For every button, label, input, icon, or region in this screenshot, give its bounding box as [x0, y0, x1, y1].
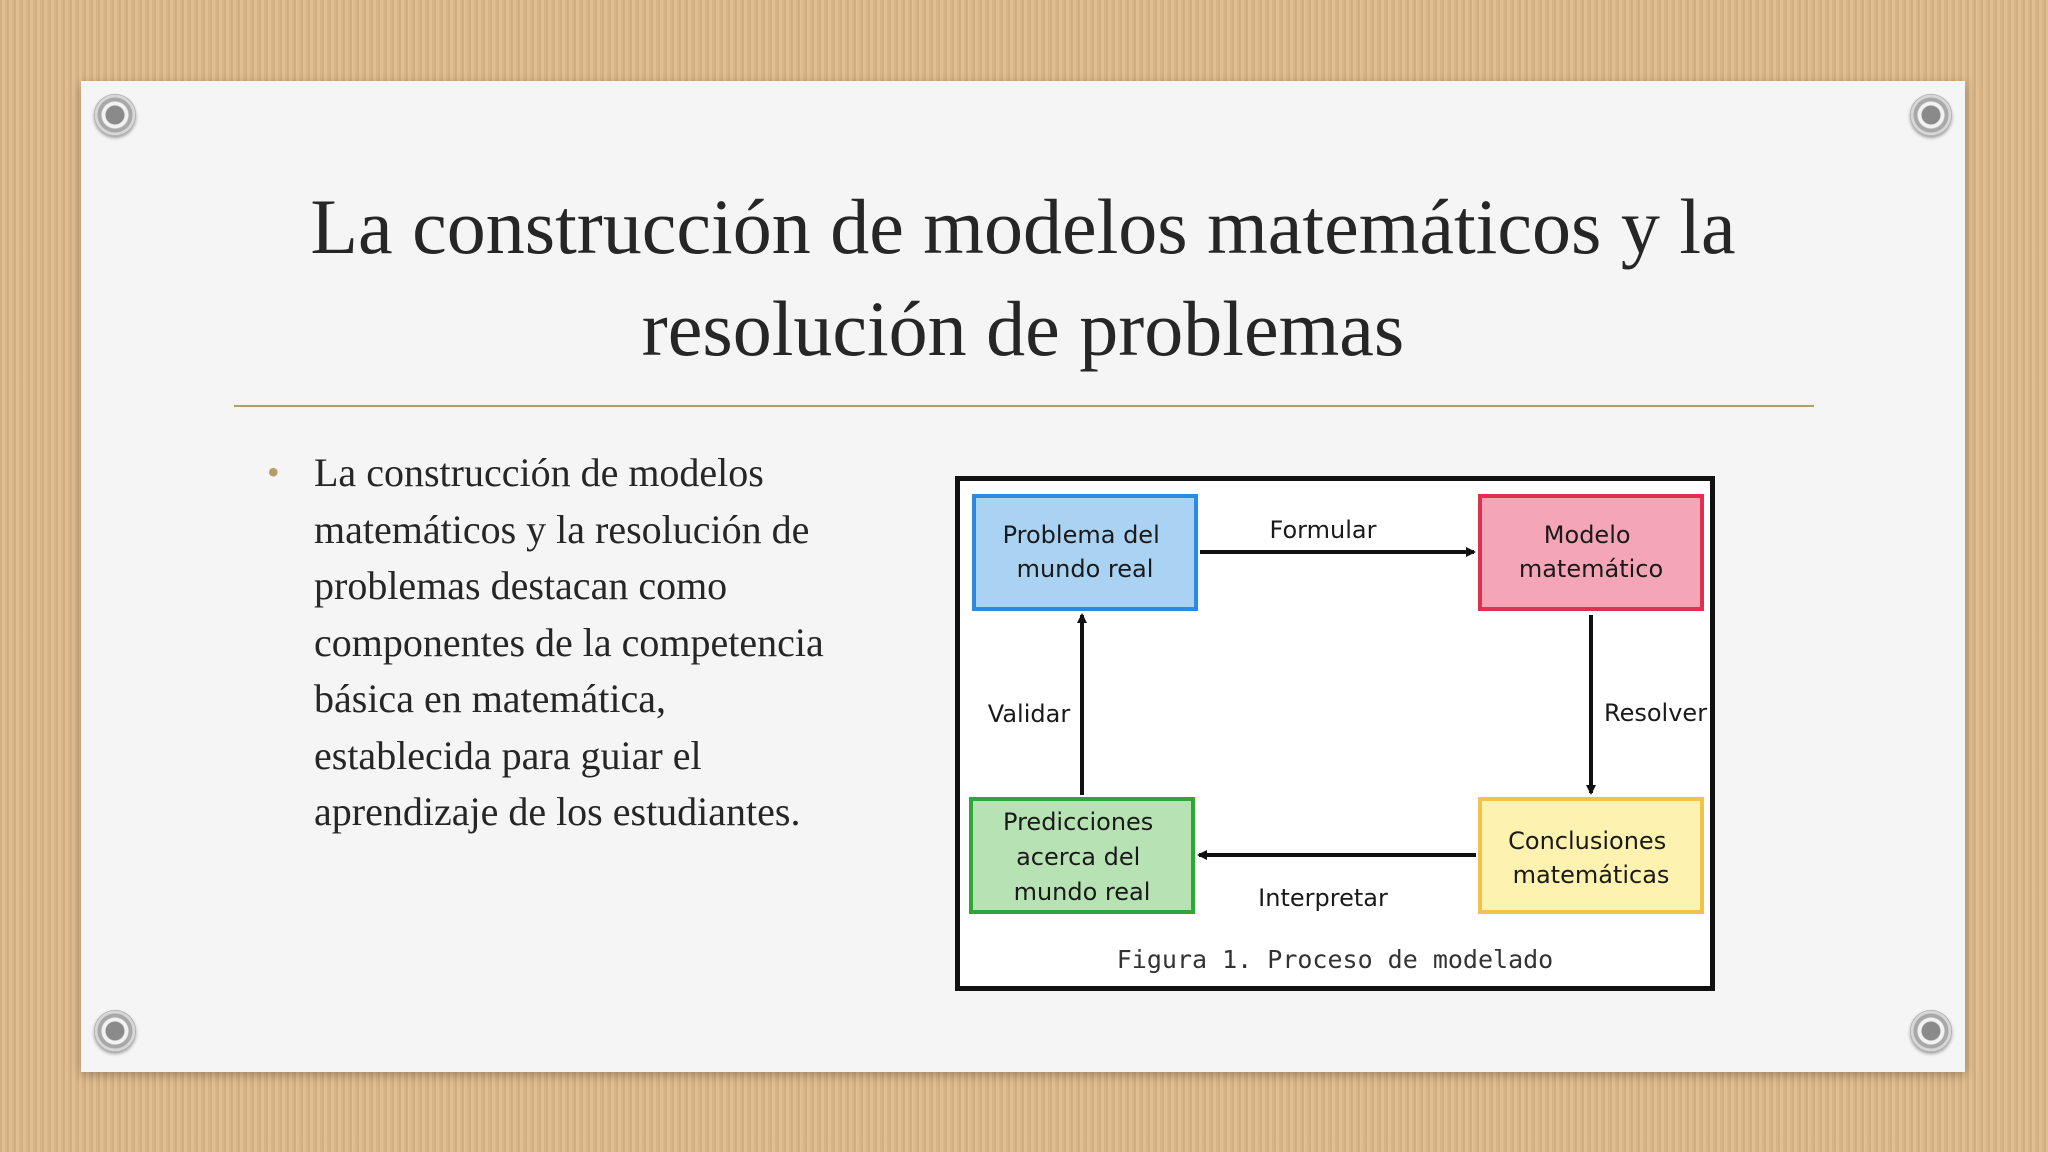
label-resolver: Resolver [1604, 699, 1708, 727]
bullet-list [267, 445, 827, 841]
label-validar: Validar [987, 700, 1071, 728]
box-real-problem-line-2: mundo real [1016, 555, 1154, 583]
box-real-problem-line-1: Problema del [1002, 521, 1160, 549]
modeling-figure [955, 476, 1715, 991]
box-real-problem [974, 496, 1196, 609]
box-predictions-line-2: acerca del [1016, 843, 1141, 871]
box-predictions-line-1: Predicciones [1003, 808, 1154, 836]
box-math-model [1480, 496, 1702, 609]
grommet-icon [1910, 94, 1952, 136]
bullet-icon: • [267, 452, 280, 492]
box-math-model-line-1: Modelo [1543, 521, 1631, 549]
box-conclusions-line-1: Conclusiones [1508, 827, 1667, 855]
title-line-2: resolución de problemas [641, 285, 1405, 372]
slide-title [191, 176, 1855, 380]
grommet-icon [94, 94, 136, 136]
label-interpretar: Interpretar [1258, 884, 1388, 912]
svg-text:Predicciones acerca de [1003, 808, 1161, 906]
grommet-icon [1910, 1010, 1952, 1052]
grommet-icon [94, 1010, 136, 1052]
modeling-diagram [960, 481, 1710, 986]
box-predictions-line-3: mundo real [1013, 878, 1151, 906]
figure-caption: Figura 1. Proceso de modelado [1116, 945, 1554, 974]
box-conclusions-line-2: matemáticas [1512, 861, 1670, 889]
label-formular: Formular [1269, 516, 1377, 544]
slide [81, 81, 1965, 1072]
box-conclusions [1480, 799, 1702, 912]
bullet-text: La construcción de modelos matemáticos y la resolución de problemas destacan como componentes de la competencia básica en matemática, establecida para guiar el aprendizaje de los estudiantes. [314, 450, 824, 834]
title-divider [234, 405, 1814, 407]
title-line-1: La construcción de modelos matemáticos y la [310, 183, 1736, 270]
box-math-model-line-2: matemático [1518, 555, 1664, 583]
